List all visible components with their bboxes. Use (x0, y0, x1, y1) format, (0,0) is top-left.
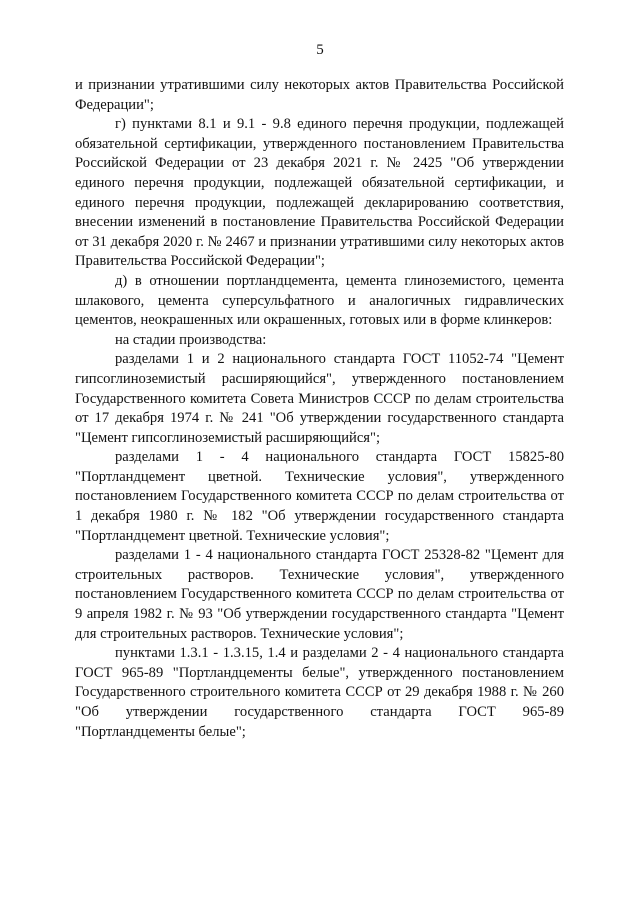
document-body (75, 76, 564, 742)
paragraph: разделами 1 и 2 национального стандарта ГОСТ 11052-74 "Цемент гипсоглиноземистый расширяющийся", утвержденного постановлением Государственного комитета Совета Министров СССР по делам строительства от 17 декабря 1974 г. № 241 "Об утверждении государственного стандарта "Цемент гипсоглиноземистый расширяющийся"; (75, 351, 564, 446)
paragraph: пунктами 1.3.1 - 1.3.15, 1.4 и разделами 2 - 4 национального стандарта ГОСТ 965-89 "Портландцементы белые", утвержденного постановлением Государственного строительного комитета СССР от 29 декабря 1988 г. № 260 "Об утверждении государственного стандарта ГОСТ 965-89 "Портландцементы белые"; (75, 645, 564, 740)
paragraph: разделами 1 - 4 национального стандарта ГОСТ 25328-82 "Цемент для строительных растворов. Технические условия", утвержденного постановлением Государственного комитета СССР по делам строительства от 9 апреля 1982 г. № 93 "Об утверждении государственного стандарта "Цемент для строительных растворов. Технические условия"; (75, 547, 564, 642)
paragraph: на стадии производства: (115, 331, 267, 348)
paragraph: и признании утратившими силу некоторых актов Правительства Российской Федерации"; (75, 77, 564, 113)
paragraph: д) в отношении портландцемента, цемента глиноземистого, цемента шлакового, цемента суперсульфатного и аналогичных гидравлических цементов, неокрашенных или окрашенных, готовых или в форме клинкеров: (75, 272, 564, 329)
page-number: 5 (316, 42, 324, 58)
paragraph: г) пунктами 8.1 и 9.1 - 9.8 единого перечня продукции, подлежащей обязательной сертификации, утвержденного постановлением Правительства Российской Федерации от 23 декабря 2021 г. № 2425 "Об утверждении единого перечня продукции, подлежащей обязательной сертификации, и единого перечня продукции, подлежащей декларированию соответствия, внесении изменений в постановление Правительства Российской Федерации от 31 декабря 2020 г. № 2467 и признании утратившими силу некоторых актов Правительства Российской Федерации"; (75, 116, 564, 270)
paragraph: разделами 1 - 4 национального стандарта ГОСТ 15825-80 "Портландцемент цветной. Технические условия", утвержденного постановлением Государственного комитета СССР по делам строительства от 1 декабря 1980 г. № 182 "Об утверждении государственного стандарта "Портландцемент цветной. Технические условия"; (75, 449, 564, 544)
